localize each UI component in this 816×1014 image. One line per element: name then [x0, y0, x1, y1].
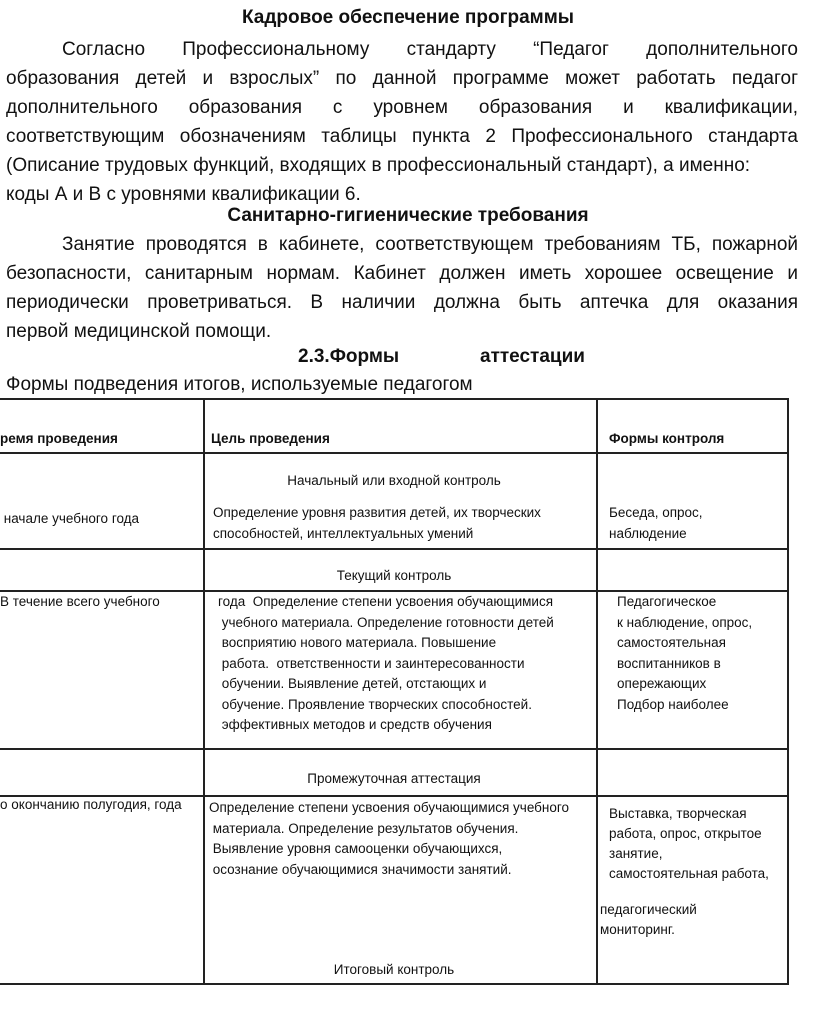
sanitary-line-4: первой медицинской помощи. [6, 321, 272, 342]
section-initial-control: Начальный или входной контроль [287, 473, 501, 488]
sanitary-line-2: безопасности, санитарным нормам. Кабинет должен иметь хорошее освещение и [6, 263, 798, 284]
current-time: В течение всего учебного [0, 594, 160, 609]
table-border-bottom [0, 983, 789, 985]
intermediate-forms-extra-line-1: педагогический [600, 902, 697, 917]
intermediate-forms-extra-line-2: мониторинг. [600, 922, 675, 937]
intermediate-goal-line-1: Определение степени усвоения обучающимися учебного [209, 800, 570, 815]
section-current-control: Текущий контроль [336, 568, 452, 583]
staffing-title: Кадровое обеспечение программы [241, 7, 575, 28]
staffing-line-1: Согласно Профессиональному стандарту “Педагог дополнительного [62, 39, 798, 60]
attestation-subtitle: Формы подведения итогов, используемые педагогом [6, 374, 473, 395]
initial-forms-line-2: наблюдение [609, 526, 687, 541]
current-goal-line-1: года Определение степени усвоения обучающимися [218, 594, 554, 609]
initial-goal-line-1: Определение уровня развития детей, их творческих [213, 505, 541, 520]
header-goal: Цель проведения [211, 431, 330, 446]
current-goal-line-4: работа. ответственности и заинтересованности [218, 655, 525, 671]
current-goal-line-2: учебного материала. Определение готовности детей [218, 614, 554, 630]
intermediate-forms-line-3: занятие, [609, 846, 663, 861]
sanitary-line-3: периодически проветриваться. В наличии должна быть аптечка для оказания [6, 292, 798, 313]
intermediate-forms-line-4: самостоятельная работа, [609, 866, 769, 881]
current-forms-line-4: воспитанников в [617, 655, 721, 671]
initial-goal-line-2: способностей, интеллектуальных умений [213, 526, 474, 541]
staffing-line-3: дополнительного образования с уровнем образования и квалификации, [6, 97, 798, 118]
intermediate-time: о окончанию полугодия, года [0, 797, 182, 812]
current-goal-line-7: эффективных методов и средств обучения [218, 717, 492, 732]
section-final-control: Итоговый контроль [333, 962, 455, 977]
intermediate-forms-line-2: работа, опрос, открытое [609, 826, 762, 841]
intermediate-goal-line-2: материала. Определение результатов обучения. [209, 820, 519, 836]
current-goal-line-3: восприятию нового материала. Повышение [218, 635, 497, 650]
sanitary-paragraph [6, 230, 798, 346]
intermediate-goal-line-3: Выявление уровня самооценки обучающихся, [209, 841, 503, 856]
header-forms: Формы контроля [609, 431, 725, 446]
attestation-title-number: 2.3.Формы [298, 346, 400, 367]
staffing-line-6: коды А и В с уровнями квалификации 6. [6, 184, 361, 205]
current-forms-line-6: Подбор наиболее [617, 696, 729, 712]
staffing-line-4: соответствующим обозначениям таблицы пункта 2 Профессионального стандарта [6, 126, 798, 147]
attestation-title-word: аттестации [480, 346, 585, 367]
current-forms-line-5: опережающих [617, 676, 707, 691]
sanitary-line-1: Занятие проводятся в кабинете, соответствующем требованиям ТБ, пожарной [62, 234, 798, 255]
section-intermediate-attestation: Промежуточная аттестация [307, 771, 481, 786]
current-forms-line-2: к наблюдение, опрос, [617, 614, 753, 630]
current-goal-line-5: обучении. Выявление детей, отстающих и [218, 676, 487, 691]
staffing-line-2: образования детей и взрослых” по данной программе может работать педагог [6, 68, 798, 89]
initial-forms-line-1: Беседа, опрос, [609, 505, 703, 520]
header-time: ремя проведения [0, 431, 118, 446]
current-goal-line-6: обучение. Проявление творческих способностей. [218, 696, 532, 712]
staffing-paragraph [6, 35, 798, 209]
intermediate-forms-line-1: Выставка, творческая [609, 806, 747, 821]
table-row-line [0, 548, 789, 550]
current-forms-line-1: Педагогическое [617, 594, 717, 609]
table-border-top [0, 398, 789, 400]
table-row-line [0, 452, 789, 454]
sanitary-title: Санитарно-гигиенические требования [227, 205, 589, 226]
staffing-line-5: (Описание трудовых функций, входящих в профессиональный стандарт), а именно: [6, 155, 751, 176]
initial-time: начале учебного года [0, 511, 140, 526]
table-row-line [0, 748, 789, 750]
current-forms-line-3: самостоятельная [617, 635, 726, 650]
intermediate-goal-line-4: осознание обучающимися значимости занятий. [209, 861, 512, 877]
